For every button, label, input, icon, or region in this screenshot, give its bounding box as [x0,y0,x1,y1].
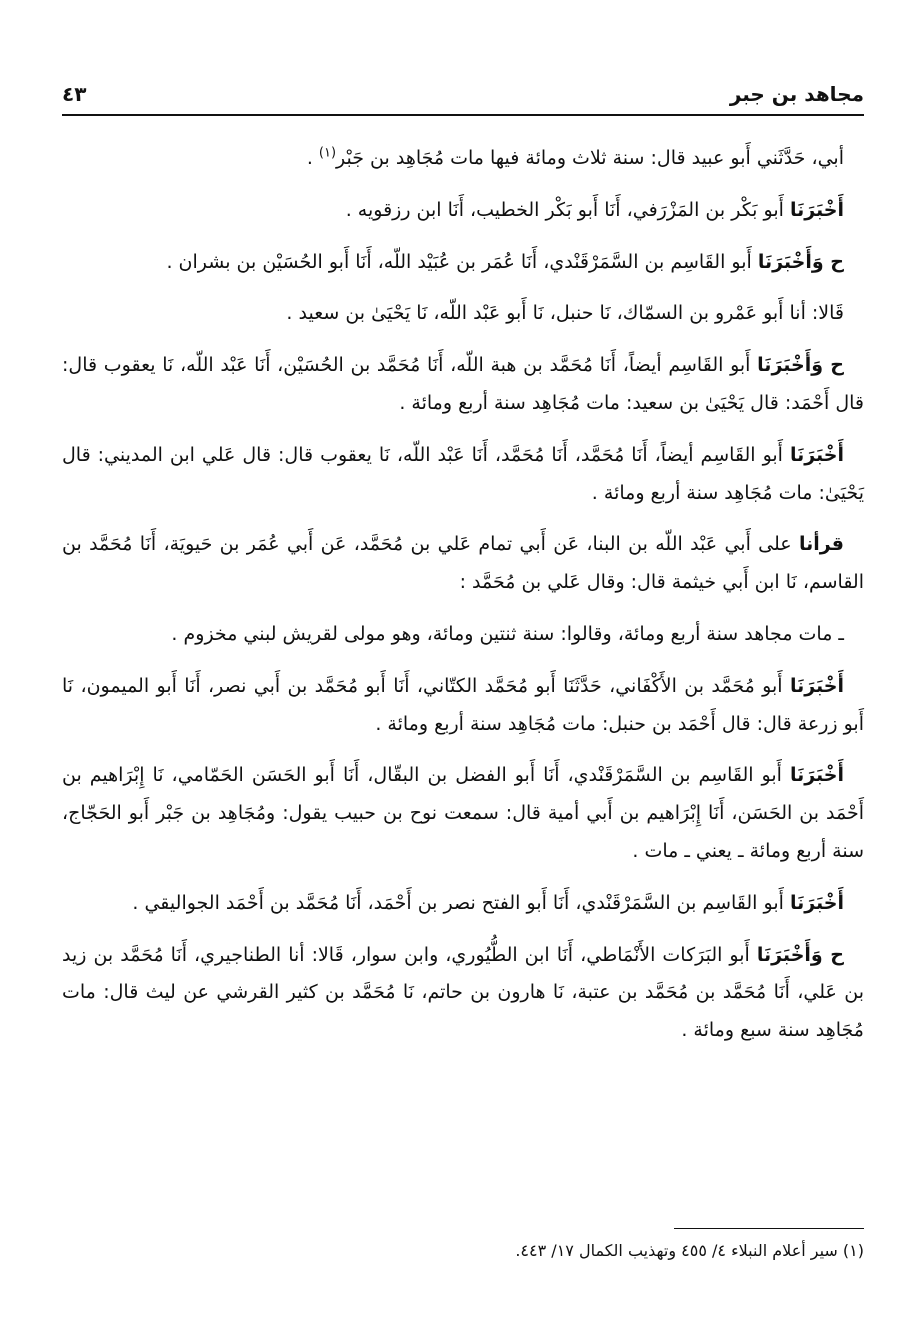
running-title: مجاهد بن جبر [729,82,864,106]
header-rule [62,114,864,116]
paragraph-text: أَبو القَاسِم بن السَّمَرْقَنْدي، أَنَا أَبو الفتح نصر بن أَحْمَد، أَنَا مُحَمَّد بن أَحْمَد الجواليقي . [132,891,790,914]
page-header [62,72,864,116]
paragraph-text: على أَبي عَبْد اللّه بن البنا، عَن أَبي تمام عَلي بن مُحَمَّد، عَن أَبي عُمَر بن حَيويَة، أَنَا مُحَمَّد بن القاسم، نَا ابن أَبي خيثمة قال: وقال عَلي بن مُحَمَّد : [62,533,864,594]
paragraph [62,140,864,178]
paragraph [62,295,864,333]
footnote: (١) سير أعلام النبلاء ٤/ ٤٥٥ وتهذيب الكمال ١٧/ ٤٤٣. [515,1241,864,1260]
isnad-keyword: أَخْبَرَنَا [789,443,844,466]
isnad-keyword: أَخْبَرَنَا [789,198,844,221]
page-number: ٤٣ [62,82,87,106]
paragraph [62,757,864,870]
paragraph [62,885,864,923]
footnote-reference: (١) [318,145,337,161]
paragraph-text: قَالا: أنا أَبو عَمْرو بن السمّاك، نَا حنبل، نَا أَبو عَبْد اللّه، نَا يَحْيَىٰ بن سعيد . [286,302,844,325]
isnad-keyword: ح وَأَخْبَرَنَا [757,354,844,377]
paragraph [62,347,864,423]
paragraph [62,526,864,602]
paragraph [62,192,864,230]
paragraph-text: أَبو القَاسِم بن السَّمَرْقَنْدي، أَنَا أَبو الفضل بن البقّال، أَنَا أَبو الحَسَن الحَمّامي، نَا إِبْرَاهيم بن أَحْمَد بن الحَسَن، أَنَا إِبْرَاهيم بن أَبي أمية قال: سمعت نوح بن حبيب يقول: ومُجَاهِد بن جَبْر أَبو الحَجّاج، سنة أربع ومائة ـ يعني ـ مات . [62,764,864,862]
isnad-keyword: ح وَأَخْبَرَنَا [756,943,844,966]
isnad-keyword: أَخْبَرَنَا [789,764,844,787]
paragraph-text: ـ مات مجاهد سنة أربع ومائة، وقالوا: سنة ثنتين ومائة، وهو مولى لقريش لبني مخزوم . [171,622,844,645]
paragraph-text: أبي، حَدَّثَني أَبو عبيد قال: سنة ثلاث ومائة فيها مات مُجَاهِد بن جَبْر [336,147,844,169]
paragraph-text: أَبو مُحَمَّد بن الأَكْفَاني، حَدَّثَنَا أَبو مُحَمَّد الكتّاني، أَنَا أَبو مُحَمَّد بن أَبي نصر، أَنَا أَبو الميمون، نَا أَبو زرعة قال: قال أَحْمَد بن حنبل: مات مُجَاهِد سنة أربع ومائة . [62,674,864,735]
paragraph [62,616,864,654]
paragraph [62,244,864,282]
paragraph-end: . [306,147,319,169]
isnad-keyword: أَخْبَرَنَا [789,891,844,914]
footnote-rule [674,1228,864,1229]
paragraph-text: أَبو البَرَكات الأَنْمَاطي، أَنَا ابن الطُّيُوري، وابن سوار، قَالا: أنا الطناجيري، أَنَا مُحَمَّد بن زيد بن عَلي، أَنَا مُحَمَّد بن مُحَمَّد بن عتبة، نَا هارون بن حاتم، نَا مُحَمَّد بن كثير القرشي عن ليث قال: مات مُجَاهِد سنة سبع ومائة . [62,943,864,1042]
paragraph [62,437,864,513]
paragraph-text: أَبو القَاسِم أيضاً، أَنَا مُحَمَّد، أَنَا مُحَمَّد، أَنَا عَبْد اللّه، نَا يعقوب قال: قال عَلي ابن المديني: قال يَحْيَىٰ: مات مُجَاهِد سنة أربع ومائة . [62,443,864,504]
paragraph-text: أَبو بَكْر بن المَزْرَفي، أَنَا أَبو بَكْر الخطيب، أَنَا ابن رزقويه . [345,198,790,221]
main-text [62,140,864,1064]
paragraph [62,937,864,1050]
isnad-keyword: ح وَأَخْبَرَنَا [757,250,844,273]
isnad-keyword: أَخْبَرَنَا [789,674,844,697]
isnad-keyword: قرأنا [798,533,844,556]
paragraph-text: أَبو القَاسِم أيضاً، أَنَا مُحَمَّد بن هبة اللّه، أَنَا مُحَمَّد بن الحُسَيْن، أَنَا عَبْد اللّه، نَا يعقوب قال: قال أَحْمَد: قال يَحْيَىٰ بن سعيد: مات مُجَاهِد سنة أربع ومائة . [62,354,864,414]
paragraph-text: أَبو القَاسِم بن السَّمَرْقَنْدي، أَنَا عُمَر بن عُبَيْد اللّه، أَنَا أَبو الحُسَيْن بن بشران . [166,250,758,273]
paragraph [62,668,864,744]
